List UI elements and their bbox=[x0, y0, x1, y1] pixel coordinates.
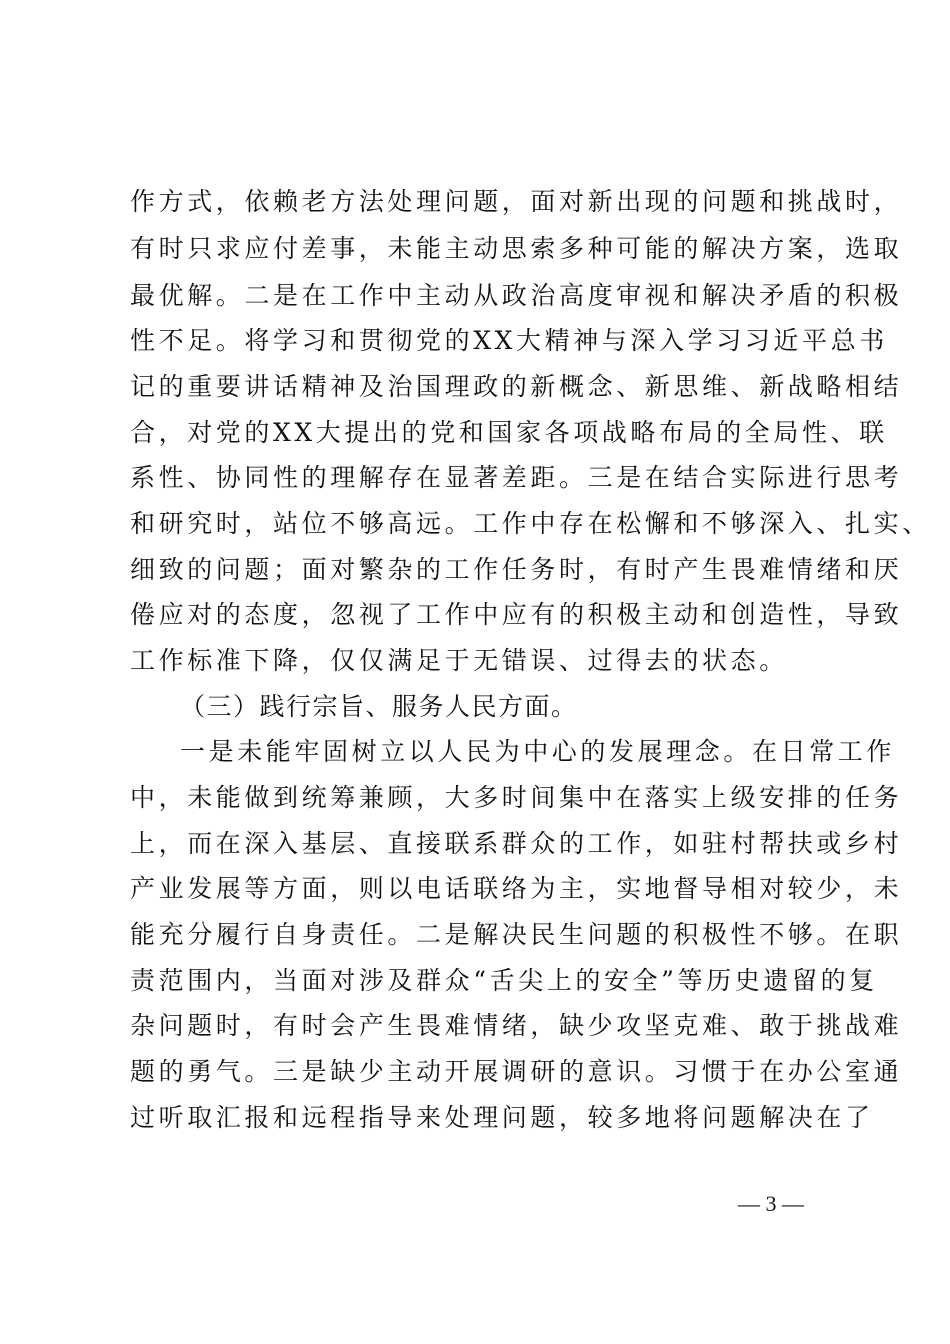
body-text-line: 杂问题时，有时会产生畏难情绪，缺少攻坚克难、敢于挑战难 bbox=[130, 1011, 903, 1040]
body-text-line: 倦应对的态度，忽视了工作中应有的积极主动和创造性，导致 bbox=[130, 600, 903, 629]
body-text-line: 工作标准下降，仅仅满足于无错误、过得去的状态。 bbox=[130, 646, 788, 675]
body-text-line: 中，未能做到统筹兼顾，大多时间集中在落实上级安排的任务 bbox=[130, 783, 903, 812]
body-text-line: 过听取汇报和远程指导来处理问题，较多地将问题解决在了 bbox=[130, 1103, 874, 1132]
section-heading: （三）践行宗旨、服务人民方面。 bbox=[180, 692, 578, 721]
body-text-line: 作方式，依赖老方法处理问题，面对新出现的问题和挑战时， bbox=[130, 187, 903, 216]
body-text-line: 系性、协同性的理解存在显著差距。三是在结合实际进行思考 bbox=[130, 463, 903, 492]
body-text-line: 性不足。将学习和贯彻党的XX大精神与深入学习习近平总书 bbox=[130, 326, 888, 355]
body-text-line: 产业发展等方面，则以电话联络为主，实地督导相对较少，未 bbox=[130, 874, 903, 903]
body-text-line: 合，对党的XX大提出的党和国家各项战略布局的全局性、联 bbox=[130, 418, 888, 447]
body-text-line: 记的重要讲话精神及治国理政的新概念、新思维、新战略相结 bbox=[130, 372, 903, 401]
body-text-line: 和研究时，站位不够高远。工作中存在松懈和不够深入、扎实、 bbox=[130, 509, 931, 538]
body-text-line: 细致的问题；面对繁杂的工作任务时，有时产生畏难情绪和厌 bbox=[130, 555, 903, 584]
paragraph-first-line: 一是未能牢固树立以人民为中心的发展理念。在日常工作 bbox=[180, 737, 896, 766]
page-number: — 3 — bbox=[738, 1191, 804, 1216]
body-text-line: 责范围内，当面对涉及群众“舌尖上的安全”等历史遗留的复 bbox=[130, 966, 878, 995]
body-text-line: 最优解。二是在工作中主动从政治高度审视和解决矛盾的积极 bbox=[130, 281, 903, 310]
body-text-line: 题的勇气。三是缺少主动开展调研的意识。习惯于在办公室通 bbox=[130, 1057, 903, 1086]
body-text-line: 能充分履行自身责任。二是解决民生问题的积极性不够。在职 bbox=[130, 920, 903, 949]
body-text-line: 有时只求应付差事，未能主动思索多种可能的解决方案，选取 bbox=[130, 234, 903, 263]
body-text-line: 上，而在深入基层、直接联系群众的工作，如驻村帮扶或乡村 bbox=[130, 829, 903, 858]
